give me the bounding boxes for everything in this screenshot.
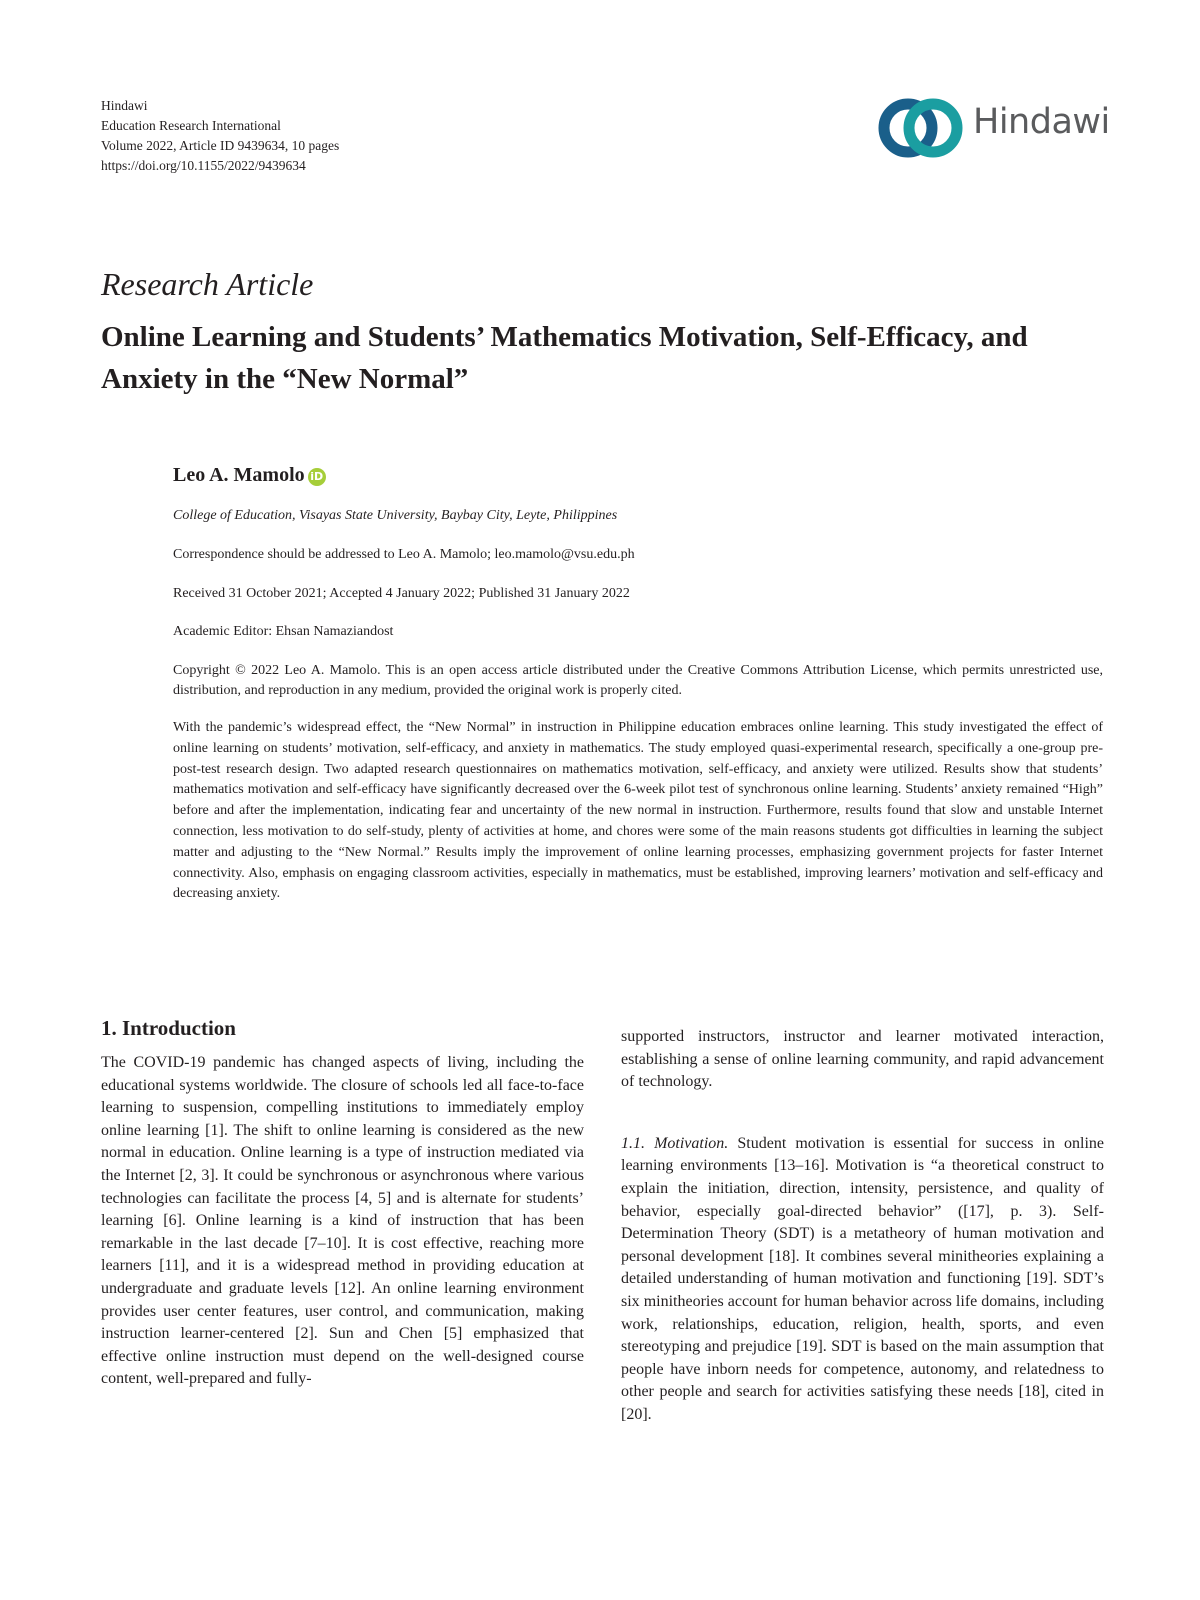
orcid-icon[interactable]: iD xyxy=(308,468,326,486)
motivation-paragraph xyxy=(621,1133,1104,1427)
publisher-name: Hindawi xyxy=(101,98,148,113)
academic-editor: Academic Editor: Ehsan Namaziandost xyxy=(173,624,394,639)
subsection-title-motivation: 1.1. Motivation. xyxy=(621,1134,729,1152)
volume-info: Volume 2022, Article ID 9439634, 10 pages xyxy=(101,138,340,153)
right-column xyxy=(621,1026,1104,1427)
abstract: With the pandemic’s widespread effect, the “New Normal” in instruction in Philippine education embraces online learning. This study investigated the effect of online learning on students’ motivation, self-efficacy, and anxiety in mathematics. The study employed quasi-experimental research, specifically a one-group pre-post-test research design. Two adapted research questionnaires on mathematics motivation, self-efficacy, and anxiety were utilized. Results show that students’ mathematics motivation and self-efficacy have significantly decreased over the 6-week pilot test of synchronous online learning. Students’ anxiety remained “High” before and after the implementation, indicating fear and uncertainty of the new normal in instruction. Furthermore, results found that slow and unstable Internet connection, less motivation to do self-study, plenty of activities at home, and chores were some of the main reasons students got difficulties in learning the subject matter and adjusting to the “New Normal.” Results imply the improvement of online learning processes, emphasizing government projects for faster Internet connectivity. Also, emphasis on engaging classroom activities, especially in mathematics, must be established, improving learners’ motivation and self-efficacy and decreasing anxiety. xyxy=(173,720,1103,902)
copyright-notice: Copyright © 2022 Leo A. Mamolo. This is an open access article distributed under the Creative Commons Attribution License, which permits unrestricted use, distribution, and reproduction in any medium, provided the original work is properly cited. xyxy=(173,663,1103,698)
journal-info xyxy=(101,96,339,176)
left-column xyxy=(101,1052,584,1391)
author-line xyxy=(173,464,326,487)
article-dates: Received 31 October 2021; Accepted 4 January 2022; Published 31 January 2022 xyxy=(173,586,630,601)
logo-wordmark: Hindawi xyxy=(973,102,1110,142)
intro-continued-paragraph: supported instructors, instructor and learner motivated interaction, establishing a sense of online learning community, and rapid advancement of technology. xyxy=(621,1028,1104,1091)
section-heading-introduction: 1. Introduction xyxy=(101,1016,236,1040)
article-type: Research Article xyxy=(101,266,314,302)
doi-link[interactable]: https://doi.org/10.1155/2022/9439634 xyxy=(101,158,306,173)
affiliation: College of Education, Visayas State University, Baybay City, Leyte, Philippines xyxy=(173,508,618,523)
hindawi-rings-icon xyxy=(878,96,968,166)
author-name: Leo A. Mamolo xyxy=(173,464,305,486)
journal-name: Education Research International xyxy=(101,118,281,133)
correspondence: Correspondence should be addressed to Leo A. Mamolo; leo.mamolo@vsu.edu.ph xyxy=(173,547,635,562)
hindawi-logo xyxy=(878,96,1118,166)
motivation-text: Student motivation is essential for success in online learning environments [13–16]. Motivation is “a theoretical construct to explain the initiation, direction, intensity, persistence, and quality of behavior, especially goal-directed behavior” ([17], p. 3). Self-Determination Theory (SDT) is a metatheory of human motivation and personal development [18]. It combines several minitheories explaining a detailed understanding of human motivation and functioning [19]. SDT’s six minitheories account for human behavior across life domains, including work, relationships, education, religion, health, sports, and even stereotyping and prejudice [19]. SDT is based on the main assumption that people have inborn needs for competence, autonomy, and relatedness to other people and search for activities satisfying these needs [18], cited in [20]. xyxy=(621,1134,1105,1423)
intro-paragraph: The COVID-19 pandemic has changed aspects of living, including the educational systems worldwide. The closure of schools led all face-to-face learning to suspension, compelling institutions to immediately employ online learning [1]. The shift to online learning is considered as the new normal in education. Online learning is a type of instruction mediated via the Internet [2, 3]. It could be synchronous or asynchronous where various technologies can facilitate the process [4, 5] and is alternate for students’ learning [6]. Online learning is a kind of instruction that has been remarkable in the last decade [7–10]. It is cost effective, reaching more learners [11], and it is a widespread method in providing education at undergraduate and graduate levels [12]. An online learning environment provides user center features, user control, and communication, making instruction learner-centered [2]. Sun and Chen [5] emphasized that effective online instruction must depend on the well-designed course content, well-prepared and fully- xyxy=(101,1054,584,1388)
article-title: Online Learning and Students’ Mathematics Motivation, Self-Efficacy, and Anxiety in the “New Normal” xyxy=(101,321,1028,395)
